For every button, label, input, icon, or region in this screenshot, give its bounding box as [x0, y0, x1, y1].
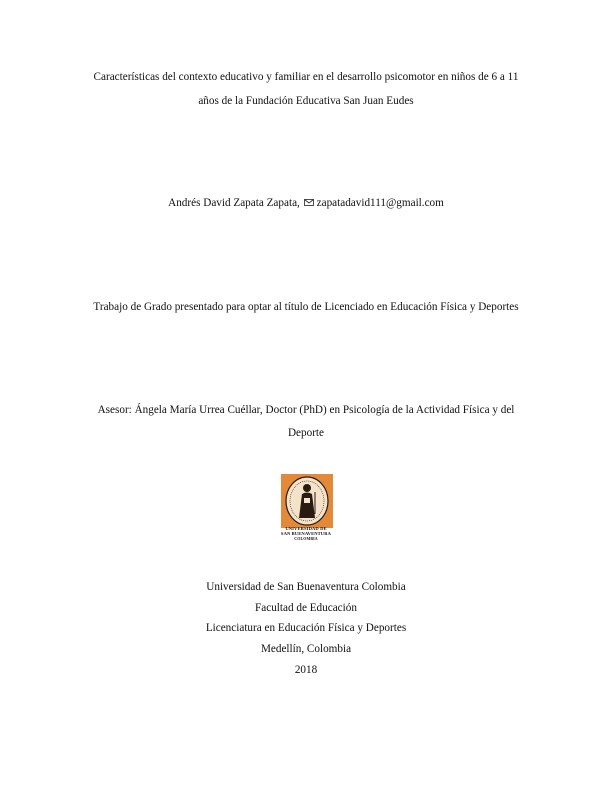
advisor-line-2: Deporte: [287, 427, 325, 439]
degree-purpose: Trabajo de Grado presentado para optar al título de Licenciado en Educación Física y Deportes: [93, 301, 519, 313]
author-line: [40, 196, 572, 210]
logo-caption-line-2: SAN BUENAVENTURA: [280, 531, 332, 536]
university-name: Universidad de San Buenaventura Colombia: [206, 581, 406, 593]
envelope-icon: [304, 199, 314, 206]
logo-caption-line-1: UNIVERSIDAD DE: [285, 526, 327, 531]
program-name: Licenciatura en Educación Física y Deportes: [205, 622, 407, 634]
city: Medellín, Colombia: [260, 643, 352, 655]
author-email[interactable]: zapatadavid111@gmail.com: [316, 197, 444, 209]
year: 2018: [294, 664, 318, 676]
faculty-name: Facultad de Educación: [255, 602, 357, 614]
thesis-title-line-2: años de la Fundación Educativa San Juan Eudes: [198, 95, 414, 107]
author-name: Andrés David Zapata Zapata,: [168, 197, 300, 209]
logo-caption-line-3: COLOMBIA: [294, 536, 318, 541]
advisor-line-1: Asesor: Ángela María Urrea Cuéllar, Doctor (PhD) en Psicología de la Actividad Física y del: [97, 404, 515, 416]
thesis-title-line-1: Características del contexto educativo y familiar en el desarrollo psicomotor en niños de 6 a 11: [93, 71, 519, 83]
